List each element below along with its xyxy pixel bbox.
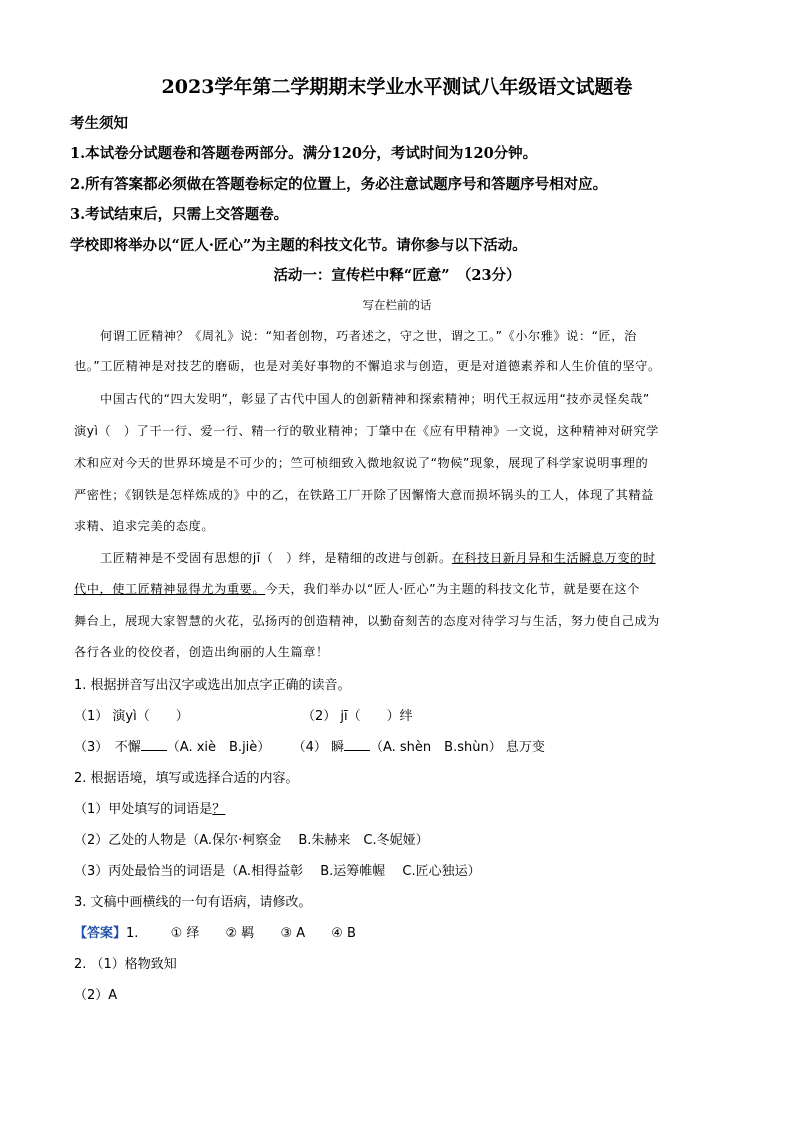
passage-line: 演yì（ ）了干一行、爱一行、精一行的敬业精神；丁肇中在《应有甲精神》一文说，这种精神对研究学 (74, 424, 659, 438)
passage-line (74, 580, 640, 597)
activity-title: 活动一：宣传栏中释“匠意” （23分） (273, 267, 521, 284)
passage-line: 舞台上，展现大家智慧的火花，弘扬丙的创造精神，以勤奋刻苦的态度对待学习与生活，努力使自己成为 (74, 614, 660, 628)
question-1-4-options: （A. shèn B.shùn） 息万变 (369, 740, 545, 755)
question-1-1: （1） 演yì（ ） (74, 709, 189, 724)
notice-item-1: 1.本试卷分试题卷和答题卷两部分。满分120分，考试时间为120分钟。 (70, 145, 538, 162)
question-1: 1. 根据拼音写出汉字或选出加点字正确的读音。 (74, 678, 351, 693)
passage-line: 何谓工匠精神？《周礼》说：“知者创物，巧者述之，守之世，谓之工。”《小尔雅》说：“匠，治 (100, 329, 637, 343)
question-1-3-label: （3） 不懈 (74, 740, 141, 755)
answer-1 (74, 922, 356, 941)
answer-item: ② 羁 (225, 926, 255, 941)
passage-line: 严密性；《钢铁是怎样炼成的》中的乙，在铁路工厂开除了因懈惰大意而损坏锅头的工人，体现了其精益 (74, 488, 654, 502)
passage-line (100, 549, 656, 566)
activity-intro: 学校即将举办以“匠人·匠心”为主题的科技文化节。请你参与以下活动。 (70, 237, 527, 254)
passage-line: 术和应对今天的世界环境是不可少的；竺可桢细致入微地叙说了“物候”现象，展现了科学家说明事理的 (74, 456, 649, 470)
notice-item-2: 2.所有答案都必须做在答题卷标定的位置上，务必注意试题序号和答题序号相对应。 (70, 176, 608, 193)
underlined-sentence-part-2: 代中，使工匠精神显得尤为重要。 (74, 582, 266, 596)
passage-line: 也。”工匠精神是对技艺的磨砺，也是对美好事物的不懈追求与创造，更是对道德素养和人生价值的坚守。 (74, 359, 661, 373)
question-2-1-text: （1）甲处填写的词语是 (74, 802, 213, 817)
underlined-sentence-part-1: 在科技日新月异和生活瞬息万变的时 (451, 551, 656, 565)
question-2-2: （2）乙处的人物是（A.保尔·柯察金 B.朱赫来 C.冬妮娅） (74, 833, 429, 848)
answer-item: ④ B (331, 926, 356, 941)
answer-item: ① 绎 (170, 926, 200, 941)
question-3: 3. 文稿中画横线的一句有语病，请修改。 (74, 895, 312, 910)
page-title: 2023学年第二学期期末学业水平测试八年级语文试题卷 (161, 76, 633, 98)
question-1-3-4 (74, 736, 545, 755)
answer-label: 【答案】 (74, 926, 127, 941)
notice-item-3: 3.考试结束后，只需上交答题卷。 (70, 206, 289, 223)
question-1-3-options: （A. xiè B.jiè） (166, 740, 271, 755)
passage-text: 今天，我们举办以“匠人·匠心”为主题的科技文化节，就是要在这个 (265, 582, 640, 596)
question-2: 2. 根据语境，填写或选择合适的内容。 (74, 771, 299, 786)
question-1-2: （2） jī（ ）绊 (302, 709, 413, 724)
passage-line: 求精、追求完美的态度。 (74, 519, 215, 533)
answer-2-2: （2）A (74, 988, 118, 1003)
question-1-4-label: （4） 瞬 (292, 740, 344, 755)
notice-heading: 考生须知 (70, 115, 128, 132)
answer-blank (141, 738, 167, 751)
passage-line: 各行各业的佼佼者，创造出绚丽的人生篇章！ (74, 645, 329, 659)
passage-line: 中国古代的“四大发明”，彰显了古代中国人的创新精神和探索精神；明代王叔远用“技亦灵怪矣哉” (100, 392, 650, 406)
question-2-1 (74, 798, 225, 817)
passage-text: 工匠精神是不受固有思想的jī（ ）绊，是精细的改进与创新。 (100, 551, 452, 565)
passage-subtitle: 写在栏前的话 (362, 298, 432, 312)
answer-number: 1. (126, 926, 139, 941)
question-2-3: （3）丙处最恰当的词语是（A.相得益彰 B.运筹帷幄 C.匠心独运） (74, 864, 481, 879)
answer-blank (344, 738, 370, 751)
answer-2-1: 2. （1）格物致知 (74, 957, 177, 972)
answer-blank: ？ (212, 802, 226, 817)
answer-item: ③ A (280, 926, 306, 941)
